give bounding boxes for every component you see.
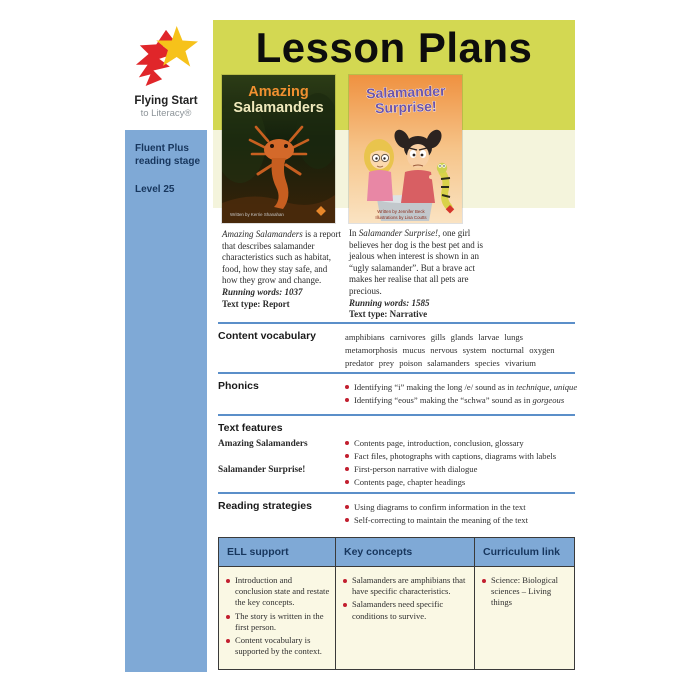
support-concepts-table <box>218 537 575 670</box>
text-features-book2-bullets <box>345 463 577 489</box>
reading-stage-sidebar <box>125 130 207 672</box>
bullet-item: Using diagrams to confirm information in the text <box>345 501 577 513</box>
book1-text-type: Text type: Report <box>222 298 290 309</box>
cover2-byline1: Written by Jennifer Beck <box>377 209 425 214</box>
bullet-item: Salamanders need specific conditions to survive. <box>343 599 469 621</box>
bullet-icon <box>345 480 349 484</box>
bullet-item: Salamanders are amphibians that have specific characteristics. <box>343 575 469 597</box>
text-features-book1-bullets <box>345 437 577 463</box>
bullet-icon <box>343 579 347 583</box>
page-title: Lesson Plans <box>255 24 533 71</box>
bullet-item: Self-correcting to maintain the meaning of the text <box>345 514 577 526</box>
curriculum-link-body <box>475 567 574 669</box>
text-features-book2-label: Salamander Surprise! <box>218 465 306 475</box>
cover2-title-line2: Surprise! <box>374 97 437 117</box>
section-phonics <box>218 372 578 414</box>
reading-stage-line1: Fluent Plus <box>135 143 189 154</box>
bullet-item: Introduction and conclusion state and restate the key concepts. <box>226 575 330 609</box>
bullet-icon <box>482 579 486 583</box>
bullet-icon <box>345 505 349 509</box>
book1-description <box>222 229 342 310</box>
cover2-title-line1: Salamander <box>365 82 446 102</box>
flying-start-logo <box>121 24 211 119</box>
phonics-heading: Phonics <box>218 380 259 392</box>
cover2-byline2: Illustrations by Lisa Coutts <box>375 215 427 220</box>
section-reading-strategies <box>218 492 575 537</box>
book2-description <box>349 228 485 321</box>
logo-text-line2: to Literacy® <box>140 108 192 119</box>
book2-text-type: Text type: Narrative <box>349 309 428 320</box>
bullet-icon <box>345 441 349 445</box>
bullet-item: Contents page, introduction, conclusion, glossary <box>345 437 577 449</box>
curriculum-link-header: Curriculum link <box>475 538 574 567</box>
book-cover-salamander-surprise <box>349 75 462 223</box>
content-vocabulary-heading: Content vocabulary <box>218 330 317 342</box>
bullet-item: Identifying “eous” making the “schwa” sound as in gorgeous <box>345 394 577 406</box>
content-vocabulary-words: amphibians carnivores gills glands larvae lungs metamorphosis mucus nervous system nocturnal oxygen predator prey poison salamanders species vivarium <box>345 332 555 368</box>
book2-summary: In Salamander Surprise!, one girl believes her dog is the best pet and is jealous when interest is shown in an “ugly salamander”. But a brave act makes her realise that all pets are precious. <box>349 228 483 296</box>
bullet-icon <box>345 398 349 402</box>
bullet-icon <box>345 454 349 458</box>
book2-running-words: Running words: 1585 <box>349 297 430 308</box>
reading-strategies-heading: Reading strategies <box>218 500 312 512</box>
bullet-item: Science: Biological sciences – Living things <box>482 575 569 609</box>
salamander-surprise-cover-art <box>349 75 462 223</box>
ell-support-body <box>219 567 335 669</box>
bullet-icon <box>345 467 349 471</box>
section-text-features <box>218 414 575 492</box>
reading-level: Level 25 <box>135 184 175 195</box>
bullet-icon <box>345 385 349 389</box>
text-features-heading: Text features <box>218 422 283 434</box>
bullet-icon <box>226 639 230 643</box>
section-content-vocabulary <box>218 322 575 372</box>
bullet-item: Content vocabulary is supported by the context. <box>226 635 330 657</box>
phonics-bullets <box>345 381 577 407</box>
table-column-key-concepts <box>335 538 474 669</box>
book-cover-amazing-salamanders <box>222 75 335 223</box>
bullet-icon <box>226 615 230 619</box>
text-features-book1-label: Amazing Salamanders <box>218 439 308 449</box>
cover1-title-line2: Salamanders <box>233 100 324 116</box>
book1-running-words: Running words: 1037 <box>222 286 303 297</box>
star-comet-icon <box>126 24 206 88</box>
key-concepts-header: Key concepts <box>336 538 474 567</box>
bullet-icon <box>226 579 230 583</box>
book1-summary: Amazing Salamanders is a report that describes salamander characteristics such as habitat, food, how they stay safe, and how they grow and change. <box>222 229 341 286</box>
bullet-item: Identifying “i” making the long /e/ sound as in technique, unique <box>345 381 577 393</box>
salamander-head <box>264 139 294 161</box>
table-column-ell-support <box>219 538 335 669</box>
bullet-item: First-person narrative with dialogue <box>345 463 577 475</box>
bullet-icon <box>343 603 347 607</box>
cover1-title-line1: Amazing <box>248 84 309 100</box>
bullet-icon <box>345 518 349 522</box>
ell-support-header: ELL support <box>219 538 335 567</box>
cover1-byline: Written by Kerrie Shanahan <box>230 212 284 217</box>
table-column-curriculum-link <box>474 538 574 669</box>
logo-text-line1: Flying Start <box>134 95 198 107</box>
bullet-item: Fact files, photographs with captions, diagrams with labels <box>345 450 577 462</box>
bullet-item: The story is written in the first person. <box>226 611 330 633</box>
amazing-salamanders-cover-art <box>222 75 335 223</box>
key-concepts-body <box>336 567 474 669</box>
reading-strategies-bullets <box>345 501 577 527</box>
reading-stage-line2: reading stage <box>135 155 201 167</box>
bullet-item: Contents page, chapter headings <box>345 476 577 488</box>
